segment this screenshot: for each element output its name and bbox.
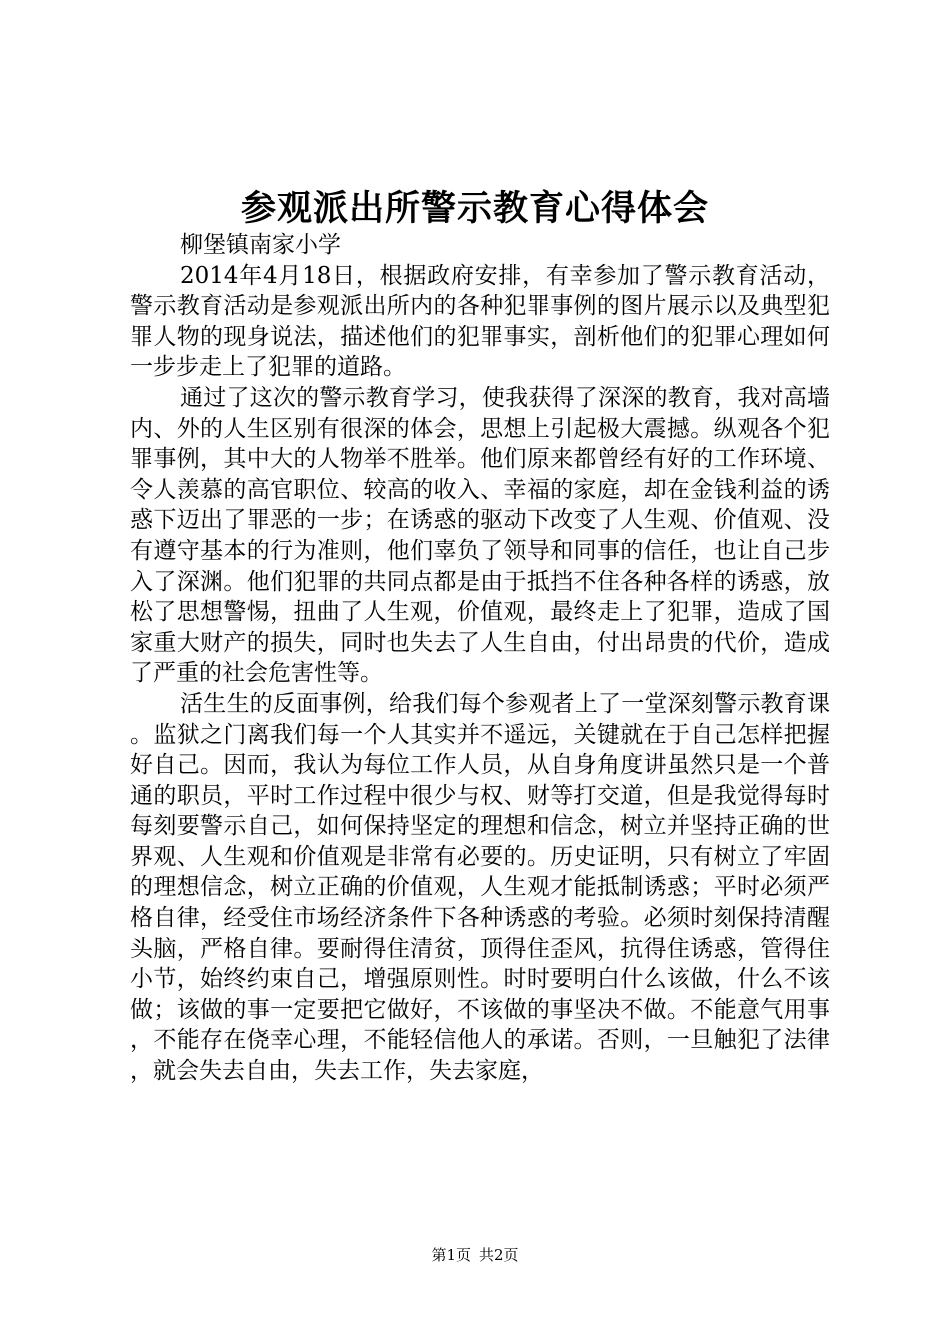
page-total: 共2页 [479,1246,519,1264]
page-footer [0,1244,950,1266]
paragraph-3: 活生生的反面事例，给我们每个参观者上了一堂深刻警示教育课。监狱之门离我们每一个人其实并不遥远，关键就在于自己怎样把握好自己。因而，我认为每位工作人员，从自身角度讲虽然只是一个普通的职员，平时工作过程中很少与权、财等打交道，但是我觉得每时每刻要警示自己，如何保持坚定的理想和信念，树立并坚持正确的世界观、人生观和价值观是非常有必要的。历史证明，只有树立了牢固的理想信念，树立正确的价值观，人生观才能抵制诱惑；平时必须严格自律，经受住市场经济条件下各种诱惑的考验。必须时刻保持清醒头脑，严格自律。要耐得住清贫，顶得住歪风，抗得住诱惑，管得住小节，始终约束自己，增强原则性。时时要明白什么该做，什么不该做；该做的事一定要把它做好，不该做的事坚决不做。不能意气用事，不能存在侥幸心理，不能轻信他人的承诺。否则，一旦触犯了法律，就会失去自由，失去工作，失去家庭， [130,690,830,1085]
document-body [130,230,830,1087]
paragraph-2: 通过了这次的警示教育学习，使我获得了深深的教育，我对高墙内、外的人生区别有很深的体会，思想上引起极大震撼。纵观各个犯罪事例，其中大的人物举不胜举。他们原来都曾经有好的工作环境、令人羡慕的高官职位、较高的收入、幸福的家庭，却在金钱利益的诱惑下迈出了罪恶的一步；在诱惑的驱动下改变了人生观、价值观、没有遵守基本的行为准则，他们辜负了领导和同事的信任，也让自己步入了深渊。他们犯罪的共同点都是由于抵挡不住各种各样的诱惑，放松了思想警惕，扭曲了人生观，价值观，最终走上了犯罪，造成了国家重大财产的损失，同时也失去了人生自由，付出昂贵的代价，造成了严重的社会危害性等。 [130,384,830,687]
paragraph-1: 2014年4月18日，根据政府安排，有幸参加了警示教育活动，警示教育活动是参观派出所内的各种犯罪事例的图片展示以及典型犯罪人物的现身说法，描述他们的犯罪事实，剖析他们的犯罪心理如何一步步走上了犯罪的道路。 [130,262,830,381]
author-line: 柳堡镇南家小学 [180,232,341,258]
page-number: 第1页 [431,1246,471,1264]
document-title: 参观派出所警示教育心得体会 [240,188,709,229]
